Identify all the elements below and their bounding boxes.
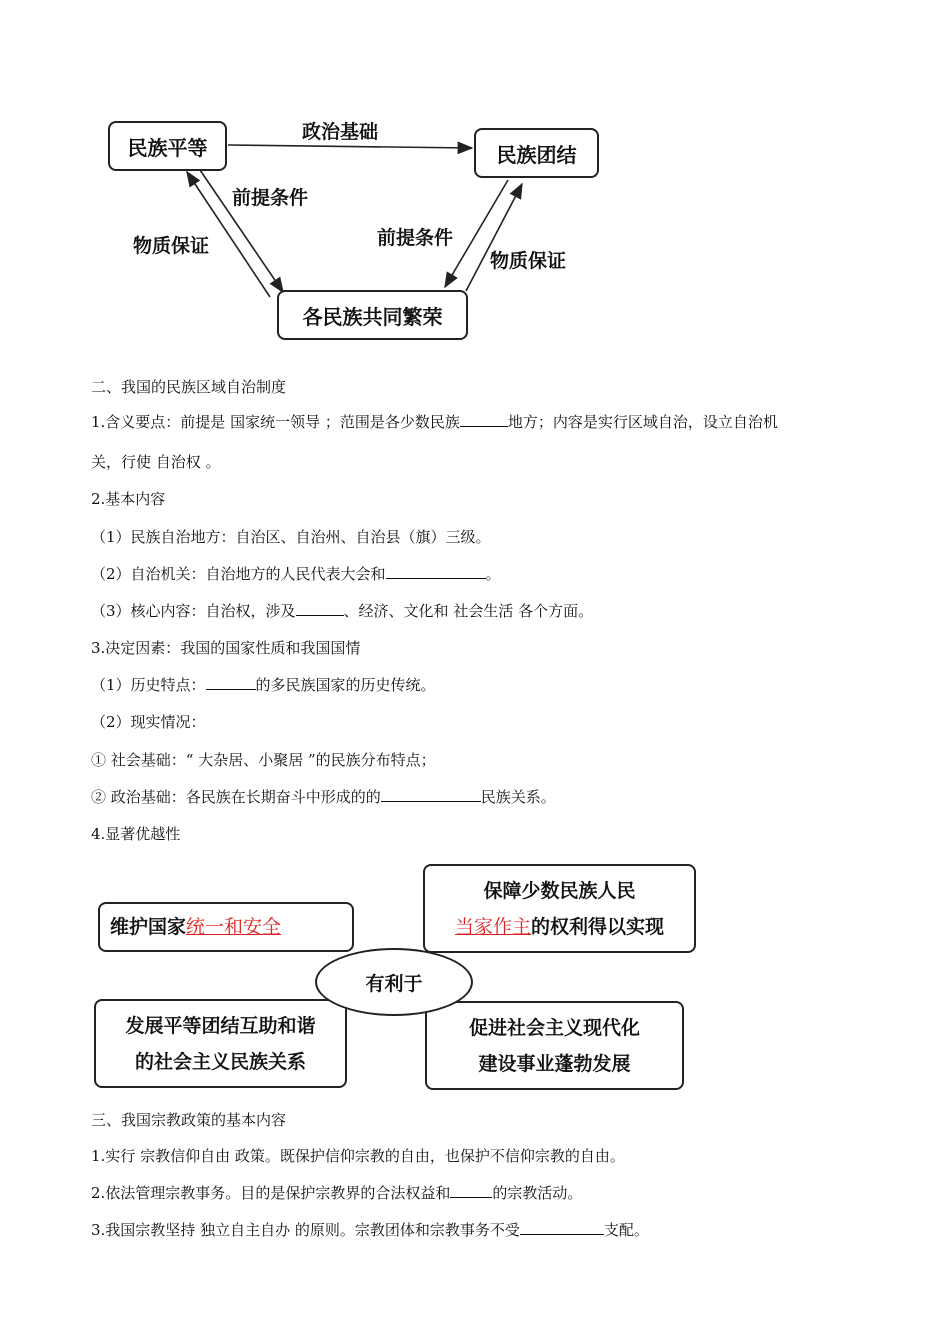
highlight-text: 统一和安全 (186, 916, 282, 938)
blank (296, 601, 344, 616)
text: 地方；内容是实行区域自治，设立自治机 (507, 413, 778, 431)
text: 维护国家 (110, 916, 187, 938)
section2-p4: 4.显著优越性 (91, 825, 181, 843)
text: （3）核心内容：自治权，涉及 (91, 602, 296, 620)
section2-p2-1: （1）民族自治地方：自治区、自治州、自治县（旗）三级。 (91, 528, 491, 546)
box-minority-rights (423, 864, 696, 953)
node-unity: 民族团结 (474, 128, 599, 178)
text: 的社会主义民族关系 (134, 1050, 306, 1073)
section3-p2 (91, 1183, 582, 1203)
text: （1）历史特点： (91, 676, 206, 694)
box-ethnic-relations (94, 999, 347, 1088)
label-premise-left: 前提条件 (232, 187, 309, 209)
section2-heading: 二、我国的民族区域自治制度 (91, 378, 287, 396)
text: 、经济、文化和 社会生活 各个方面。 (343, 602, 594, 620)
node-equality: 民族平等 (108, 121, 227, 171)
text: 的权利得以实现 (531, 915, 665, 938)
blank (206, 675, 256, 690)
text: 的宗教活动。 (492, 1184, 583, 1202)
section2-p2-2 (91, 564, 501, 584)
text: 建设事业蓬勃发展 (478, 1052, 631, 1075)
text: ② 政治基础：各民族在长期奋斗中形成的的 (91, 788, 381, 806)
section2-p2: 2.基本内容 (91, 490, 166, 508)
label-premise-right: 前提条件 (377, 227, 454, 249)
label-material-right: 物质保证 (490, 250, 567, 272)
node-prosperity: 各民族共同繁荣 (277, 290, 468, 340)
section2-p1 (91, 412, 778, 432)
highlight-text: 当家作主 (454, 915, 531, 938)
section3-heading: 三、我国宗教政策的基本内容 (91, 1111, 287, 1129)
text: 民族关系。 (480, 788, 556, 806)
text: 促进社会主义现代化 (468, 1016, 640, 1039)
blank (386, 564, 486, 579)
section3-p3 (91, 1220, 649, 1240)
text: 3.我国宗教坚持 独立自主自办 的原则。宗教团体和宗教事务不受 (91, 1221, 520, 1239)
box-unity-security (98, 902, 354, 952)
text: 保障少数民族人民 (483, 879, 636, 902)
text: 发展平等团结互助和谐 (125, 1014, 316, 1037)
section2-p3-2-1: ① 社会基础：“ 大杂居、小聚居 ”的民族分布特点； (91, 751, 436, 769)
blank (520, 1220, 604, 1235)
arrow-equality-to-unity (228, 145, 472, 148)
text: 2.依法管理宗教事务。目的是保护宗教界的合法权益和 (91, 1184, 451, 1202)
text: 支配。 (603, 1221, 649, 1239)
blank (450, 1183, 492, 1198)
center-ellipse: 有利于 (315, 948, 473, 1016)
section2-p1-cont: 关，行使 自治权 。 (91, 453, 221, 471)
label-material-left: 物质保证 (133, 235, 210, 257)
blank (381, 787, 481, 802)
section2-p3-2-2 (91, 787, 556, 807)
box-modernization (425, 1001, 684, 1090)
text: 的多民族国家的历史传统。 (255, 676, 436, 694)
text: （2）自治机关：自治地方的人民代表大会和 (91, 565, 386, 583)
section3-p1: 1.实行 宗教信仰自由 政策。既保护信仰宗教的自由，也保护不信仰宗教的自由。 (91, 1147, 625, 1165)
section2-p3: 3.决定因素：我国的国家性质和我国国情 (91, 639, 361, 657)
text: 1.含义要点：前提是 国家统一领导 ；范围是各少数民族 (91, 413, 460, 431)
section2-p2-3 (91, 601, 593, 621)
section2-p3-1 (91, 675, 436, 695)
label-political-basis: 政治基础 (302, 121, 379, 143)
section2-p3-2: （2）现实情况： (91, 713, 206, 731)
blank (460, 412, 508, 427)
text: 。 (485, 565, 501, 583)
